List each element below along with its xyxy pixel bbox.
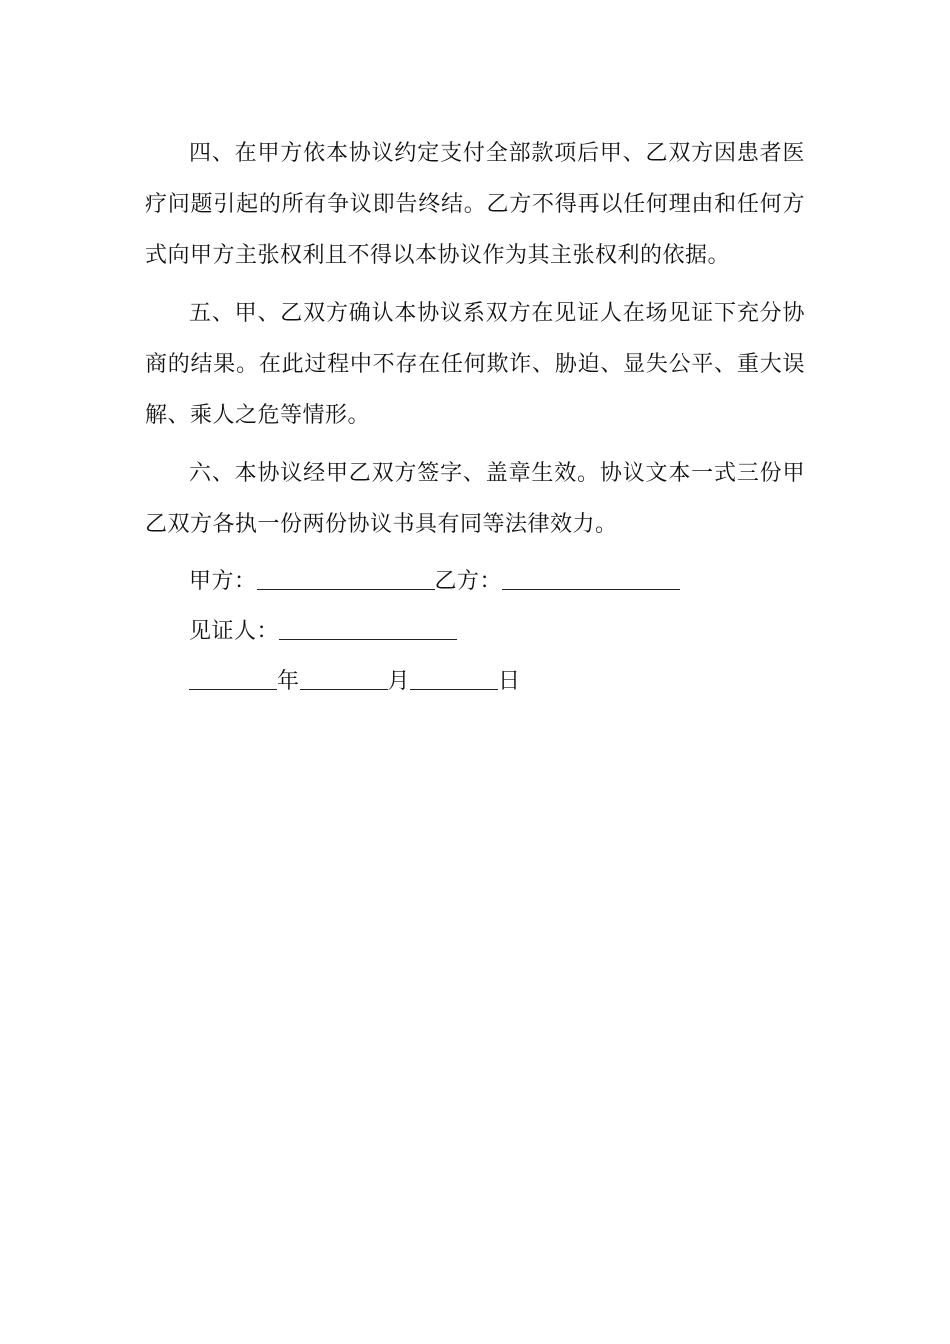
document-body [145,128,805,707]
witness-signature-blank [279,638,457,640]
witness-label: 见证人： [189,619,280,644]
clause-six: 六、本协议经甲乙双方签字、盖章生效。协议文本一式三份甲乙双方各执一份两份协议书具有同等法律效力。 [145,461,805,537]
party-a-label: 甲方： [189,569,257,594]
day-blank [410,688,498,690]
party-b-label: 乙方： [434,569,503,594]
month-label: 月 [387,669,411,694]
witness-signature-line [145,607,805,657]
day-label: 日 [498,669,521,694]
year-blank [189,688,277,690]
year-label: 年 [277,669,300,694]
party-a-signature-blank [257,588,435,590]
clause-five: 五、甲、乙双方确认本协议系双方在见证人在场见证下充分协商的结果。在此过程中不存在任何欺诈、胁迫、显失公平、重大误解、乘人之危等情形。 [145,301,805,428]
date-line [145,657,805,707]
party-signature-line [145,557,805,607]
clause-four: 四、在甲方依本协议约定支付全部款项后甲、乙双方因患者医疗问题引起的所有争议即告终结。乙方不得再以任何理由和任何方式向甲方主张权利且不得以本协议作为其主张权利的依据。 [145,141,805,268]
party-b-signature-blank [502,588,680,590]
month-blank [300,688,388,690]
